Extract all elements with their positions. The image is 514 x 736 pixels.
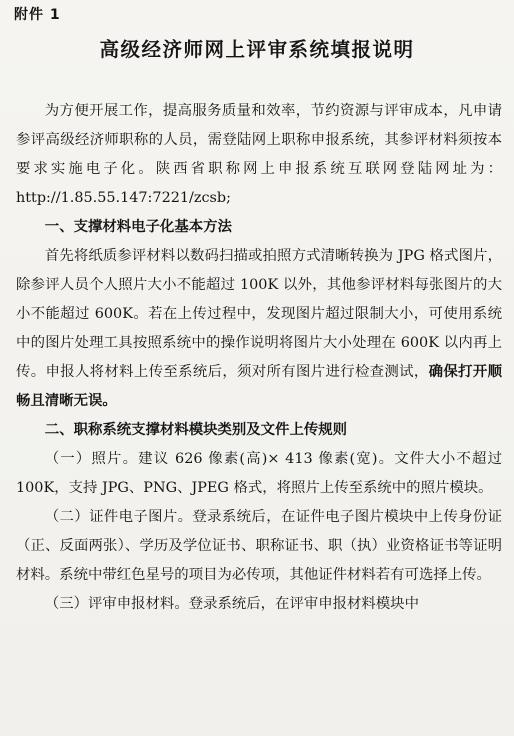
section-1-heading: 一、支撑材料电子化基本方法 xyxy=(44,219,232,235)
intro-paragraph: 为方便开展工作，提高服务质量和效率，节约资源与评审成本，凡申请参评高级经济师职称的人员，需登陆网上职称申报系统，其参评材料须按本要求实施电子化。陕西省职称网上申报系统互联网登陆网址为：http://1.85.55.147:7221/zcsb; xyxy=(16,103,502,206)
section-1-text: 首先将纸质参评材料以数码扫描或拍照方式清晰转换为 JPG 格式图片，除参评人员个人照片大小不能超过 100K 以外，其他参评材料每张图片的大小不能超过 600K。若在上传过程中，发现图片超过限制大小，可使用系统中的图片处理工具按照系统中的操作说明将图片大小处理在 600K 以内再上传。申报人将材料上传至系统后，须对所有图片进行检查测试， xyxy=(16,248,502,380)
section-2-heading: 二、职称系统支撑材料模块类别及文件上传规则 xyxy=(44,422,348,438)
section-1-emphasis: 确保打开顺畅且清晰无误。 xyxy=(16,364,502,409)
section-1-paragraph xyxy=(16,242,502,416)
section-2-item-1: （一）照片。建议 626 像素(高)× 413 像素(宽)。文件大小不超过 100K，支持 JPG、PNG、JPEG 格式，将照片上传至系统中的照片模块。 xyxy=(16,451,502,496)
document-title: 高级经济师网上评审系统填报说明 xyxy=(99,38,415,61)
attachment-label: 附件 1 xyxy=(14,7,61,23)
document-body xyxy=(16,97,502,619)
section-2-item-3: （三）评审申报材料。登录系统后，在评审申报材料模块中 xyxy=(44,596,419,612)
section-2-item-2: （二）证件电子图片。登录系统后，在证件电子图片模块中上传身份证（正、反面两张）、学历及学位证书、职称证书、职（执）业资格证书等证明材料。系统中带红色星号的项目为必传项，其他证件材料若有可选择上传。 xyxy=(16,509,502,583)
